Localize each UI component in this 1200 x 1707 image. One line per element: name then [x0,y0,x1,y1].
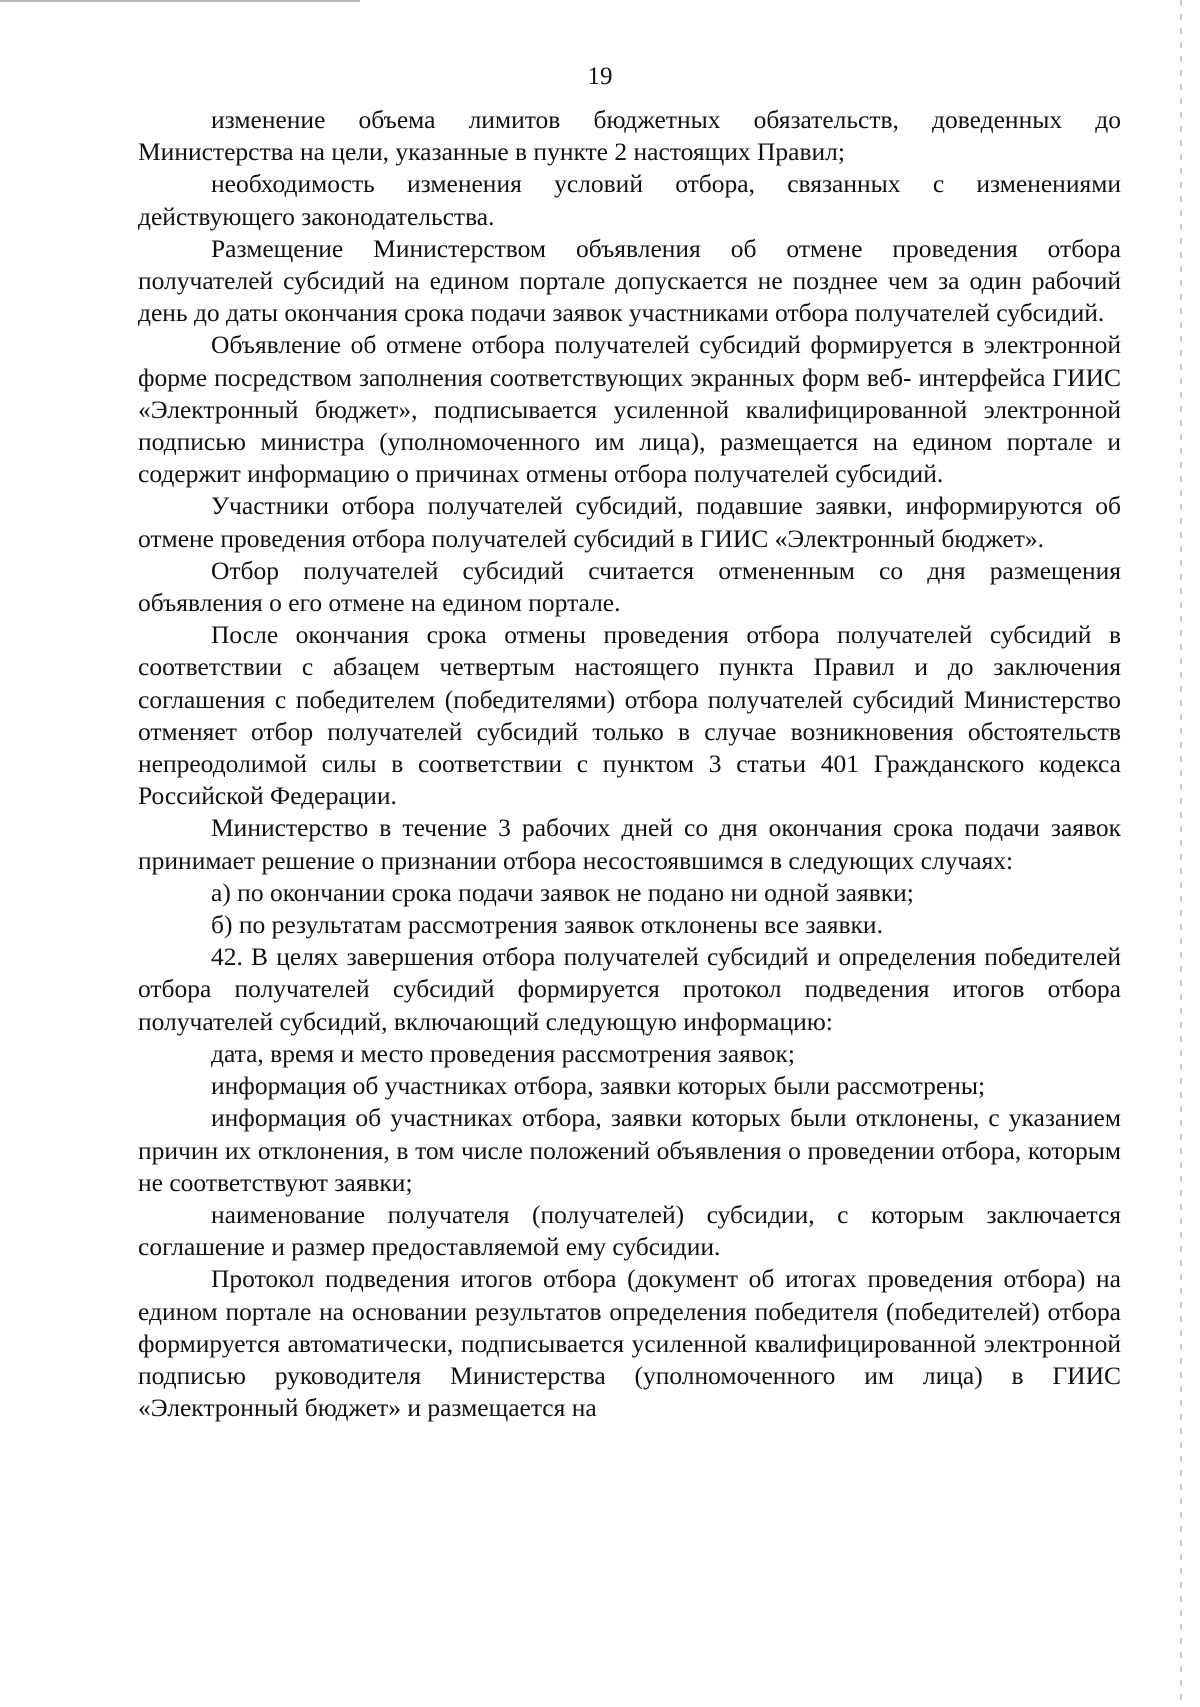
protocol-info-item: дата, время и место проведения рассмотрения заявок; [211,1038,795,1068]
paragraph: Министерство в течение 3 рабочих дней со дня окончания срока подачи заявок принимает решение о признании отбора несостоявшимся в следующих случаях: [138,813,1121,875]
section-42-paragraph: 42. В целях завершения отбора получателей субсидий и определения победителей отбора получателей субсидий формируется протокол подведения итогов отбора получателей субсидий, включающий следующую информацию: [138,942,1121,1036]
list-item-b: б) по результатам рассмотрения заявок отклонены все заявки. [211,910,883,940]
body-text [138,104,1121,1424]
paragraph: Отбор получателей субсидий считается отмененным со дня размещения объявления о его отмене на едином портале. [138,555,1121,618]
paragraph: Протокол подведения итогов отбора (документ об итогах проведения отбора) на едином портале на основании результатов определения победителя (победителей) отбора формируется автоматически, подписывается усиленной квалифицированной электронной подписью руководителя Министерства (уполномоченного им лица) в ГИИС «Электронный бюджет» и размещается на [138,1264,1121,1423]
page-number: 19 [587,63,613,90]
protocol-info-item: информация об участниках отбора, заявки которых были отклонены, с указанием причин их отклонения, в том числе положений объявления о проведении отбора, которым не соответствуют заявки; [138,1103,1121,1197]
paragraph: необходимость изменения условий отбора, связанных с изменениями действующего законодательства. [138,169,1121,231]
paragraph: изменение объема лимитов бюджетных обязательств, доведенных до Министерства на цели, указанные в пункте 2 настоящих Правил; [138,105,1121,167]
protocol-info-item: информация об участниках отбора, заявки которых были рассмотрены; [211,1071,986,1101]
scan-artifact-right-edge [1180,0,1182,1707]
paragraph: Размещение Министерством объявления об отмене проведения отбора получателей субсидий на едином портале допускается не позднее чем за один рабочий день до даты окончания срока подачи заявок участниками отбора получателей субсидий. [138,233,1121,328]
paragraph: После окончания срока отмены проведения отбора получателей субсидий в соответствии с абзацем четвертым настоящего пункта Правил и до заключения соглашения с победителем (победителями) отбора получателей субсидий Министерство отменяет отбор получателей субсидий только в случае возникновения обстоятельств непреодолимой силы в соответствии с пунктом 3 статьи 401 Гражданского кодекса Российской Федерации. [138,620,1121,811]
paragraph: Объявление об отмене отбора получателей субсидий формируется в электронной форме посредством заполнения соответствующих экранных форм веб- интерфейса ГИИС «Электронный бюджет», подписывается усиленной квалифицированной электронной подписью министра (уполномоченного им лица), размещается на едином портале и содержит информацию о причинах отмены отбора получателей субсидий. [138,330,1121,489]
protocol-info-item: наименование получателя (получателей) субсидии, с которым заключается соглашение и размер предоставляемой ему субсидии. [138,1199,1121,1262]
list-item-a: а) по окончании срока подачи заявок не подано ни одной заявки; [211,877,914,907]
scan-artifact-top-line [0,0,360,2]
paragraph: Участники отбора получателей субсидий, подавшие заявки, информируются об отмене проведения отбора получателей субсидий в ГИИС «Электронный бюджет». [138,491,1121,553]
